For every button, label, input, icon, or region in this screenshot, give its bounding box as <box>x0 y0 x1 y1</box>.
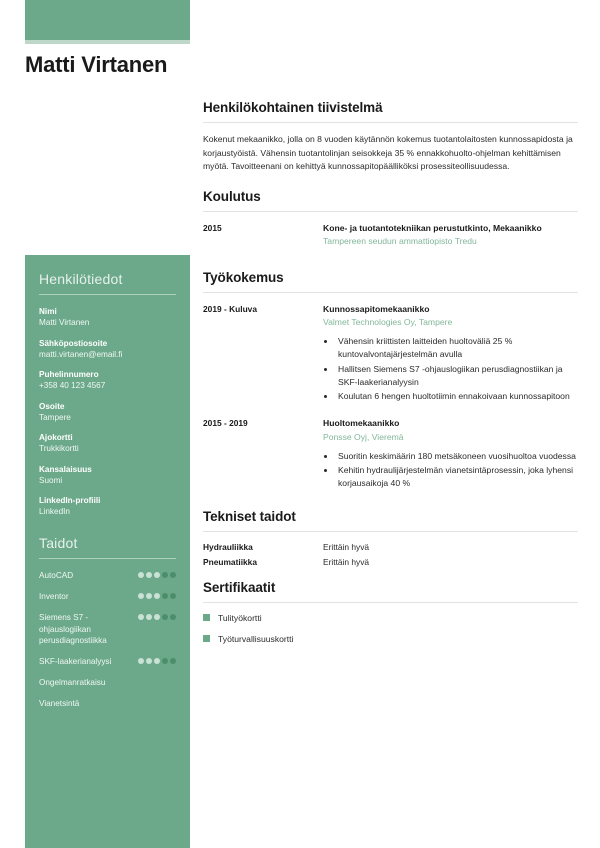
skill-item <box>39 612 176 648</box>
technical-skill-name: Hydrauliikka <box>203 541 253 552</box>
header-accent-underline <box>25 40 190 44</box>
skill-item <box>39 698 176 710</box>
experience-body <box>323 303 578 405</box>
technical-skill-level: Erittäin hyvä <box>323 541 370 552</box>
rating-dot-empty <box>170 593 176 599</box>
technical-skill-level: Erittäin hyvä <box>323 556 370 567</box>
contact-value[interactable]: LinkedIn <box>39 507 70 517</box>
spacer <box>203 572 578 580</box>
sidebar-section-personal-info <box>39 271 176 518</box>
experience-body <box>323 417 578 491</box>
rating-dot-empty <box>170 572 176 578</box>
section-title-education: Koulutus <box>203 188 261 204</box>
education-date: 2015 <box>203 222 222 233</box>
candidate-name: Matti Virtanen <box>25 52 168 77</box>
personal-info-divider <box>39 294 176 295</box>
rating-dot-filled <box>146 614 152 620</box>
section-summary <box>203 100 578 174</box>
skills-divider <box>39 558 176 559</box>
contact-label: Sähköpostiosoite <box>39 338 108 348</box>
rating-dot-filled <box>154 658 160 664</box>
spacer <box>203 497 578 509</box>
technical-skill-name: Pneumatiikka <box>203 556 257 567</box>
experience-employer: Valmet Technologies Oy, Tampere <box>323 317 453 328</box>
skill-rating-dots <box>138 591 176 599</box>
experience-bullet: • Kehitin hydraulijärjestelmän vianetsintäprosessin, joka lyhensi korjausaikoja 40 % <box>336 464 578 491</box>
contact-value: Tampere <box>39 412 71 422</box>
skill-rating-dots <box>138 570 176 578</box>
experience-entry <box>203 303 578 405</box>
rating-dot-filled <box>154 614 160 620</box>
skill-item <box>39 570 176 582</box>
sidebar-section-skills <box>39 535 176 710</box>
rating-dot-filled <box>146 658 152 664</box>
skill-item <box>39 591 176 603</box>
rating-dot-filled <box>138 572 144 578</box>
technical-skill-row <box>203 542 578 552</box>
contact-value: Matti Virtanen <box>39 318 90 328</box>
experience-date: 2015 - 2019 <box>203 418 248 429</box>
skill-rating-dots <box>138 656 176 664</box>
experience-employer: Ponsse Oyj, Vieremä <box>323 431 404 442</box>
contact-label: Ajokortti <box>39 433 73 443</box>
contact-label: Nimi <box>39 307 57 316</box>
summary-text: Kokenut mekaanikko, jolla on 8 vuoden käytännön kokemus tuotantolaitosten kunnossapidosta ja korjaustyöistä. Vähensin tuotantolinjan seisokkeja 35 % ennakkohuolto-ohjelman kehittämisen myötä. Tavoitteenani on kehittyä kunnossapitopäälliköksi prosessiteollisuudessa. <box>203 134 573 172</box>
technical-skill-row <box>203 557 578 567</box>
spacer <box>203 409 578 417</box>
rating-dot-empty <box>162 593 168 599</box>
certificate-label: Tulityökortti <box>218 612 262 623</box>
experience-date: 2019 - Kuluva <box>203 303 257 314</box>
contact-value: Trukkikortti <box>39 444 79 454</box>
section-divider <box>203 292 578 293</box>
contact-item-nationality <box>39 464 176 487</box>
rating-dot-empty <box>170 614 176 620</box>
skill-rating-dots <box>138 612 176 620</box>
contact-item-nimi <box>39 306 176 329</box>
contact-value[interactable]: matti.virtanen@email.fi <box>39 349 123 359</box>
rating-dot-empty <box>162 658 168 664</box>
contact-label: Kansalaisuus <box>39 464 92 474</box>
skill-item <box>39 656 176 668</box>
section-divider <box>203 602 578 603</box>
education-institution: Tampereen seudun ammattiopisto Tredu <box>323 235 477 246</box>
section-experience <box>203 270 578 492</box>
contact-value: +358 40 123 4567 <box>39 381 106 391</box>
skills-title: Taidot <box>39 534 78 551</box>
rating-dot-empty <box>170 658 176 664</box>
contact-item-linkedin <box>39 495 176 518</box>
certificate-item <box>203 634 578 644</box>
rating-dot-empty <box>162 572 168 578</box>
experience-bullet: • Hallitsen Siemens S7 -ohjauslogiikan perusdiagnostiikan ja SKF-laakerianalyysin <box>336 363 578 390</box>
skill-item <box>39 677 176 689</box>
skill-label: Ongelmanratkaisu <box>39 678 106 688</box>
contact-label: Puhelinnumero <box>39 370 99 380</box>
education-entry <box>203 222 578 248</box>
certificate-item <box>203 613 578 623</box>
contact-label: LinkedIn-profiili <box>39 496 101 506</box>
section-certificates <box>203 580 578 644</box>
skill-label: AutoCAD <box>39 570 74 580</box>
contact-item-email <box>39 338 176 361</box>
skill-label: Vianetsintä <box>39 699 80 709</box>
contact-value: Suomi <box>39 475 63 485</box>
experience-bullet: • Suoritin keskimäärin 180 metsäkoneen vuosihuoltoa vuodessa <box>336 450 578 463</box>
main-content <box>203 100 578 655</box>
section-technical-skills <box>203 509 578 567</box>
certificate-label: Työturvallisuuskortti <box>218 633 294 644</box>
sidebar <box>25 255 190 848</box>
section-divider <box>203 531 578 532</box>
section-divider <box>203 122 578 123</box>
skill-label: Siemens S7 -ohjauslogiikan perusdiagnostiikka <box>39 612 107 646</box>
header-accent-bar <box>25 0 190 40</box>
experience-bullets <box>336 335 578 404</box>
rating-dot-filled <box>154 593 160 599</box>
spacer <box>203 253 578 270</box>
contact-item-license <box>39 432 176 455</box>
rating-dot-filled <box>154 572 160 578</box>
skill-label: SKF-laakerianalyysi <box>39 657 112 667</box>
rating-dot-filled <box>138 614 144 620</box>
experience-role: Huoltomekaanikko <box>323 418 400 429</box>
section-title-certificates: Sertifikaatit <box>203 579 276 595</box>
section-title-experience: Työkokemus <box>203 269 284 285</box>
experience-bullet: • Vähensin kriittisten laitteiden huoltoväliä 25 % kuntovalvontajärjestelmän avulla <box>336 335 578 362</box>
experience-bullets <box>336 450 578 491</box>
education-degree: Kone- ja tuotantotekniikan perustutkinto, Mekaanikko <box>323 222 542 233</box>
personal-info-title: Henkilötiedot <box>39 271 123 287</box>
square-bullet-icon <box>203 614 210 621</box>
rating-dot-empty <box>162 614 168 620</box>
section-title-technical-skills: Tekniset taidot <box>203 508 296 524</box>
experience-bullet: • Koulutan 6 hengen huoltotiimin ennakoivaan kunnossapitoon <box>336 390 578 403</box>
rating-dot-filled <box>146 593 152 599</box>
contact-label: Osoite <box>39 401 65 411</box>
section-title-summary: Henkilökohtainen tiivistelmä <box>203 100 383 115</box>
skill-label: Inventor <box>39 591 69 601</box>
contact-item-phone <box>39 369 176 392</box>
experience-role: Kunnossapitomekaanikko <box>323 303 430 314</box>
rating-dot-filled <box>138 658 144 664</box>
rating-dot-filled <box>146 572 152 578</box>
contact-item-address <box>39 401 176 424</box>
experience-entry <box>203 417 578 491</box>
square-bullet-icon <box>203 635 210 642</box>
rating-dot-filled <box>138 593 144 599</box>
education-body <box>323 222 578 248</box>
section-divider <box>203 211 578 212</box>
section-education <box>203 189 578 248</box>
